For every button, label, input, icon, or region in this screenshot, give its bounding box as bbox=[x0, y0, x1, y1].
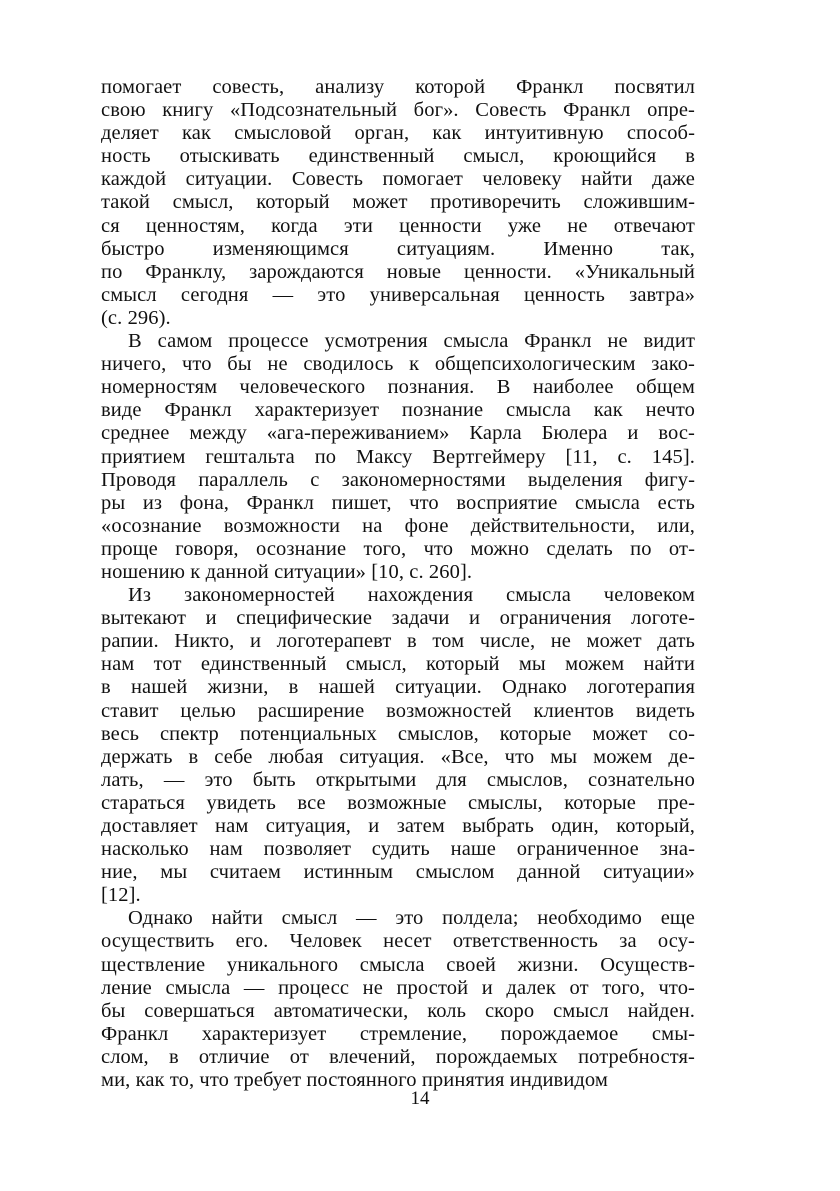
page-number: 14 bbox=[410, 1088, 430, 1109]
paragraph bbox=[101, 584, 695, 907]
text-line: помогает совесть, анализу которой Франкл посвятил bbox=[101, 76, 695, 98]
text-line: Из закономерностей нахождения смысла человеком bbox=[128, 584, 695, 607]
text-line: ставит целью расширение возможностей клиентов видеть bbox=[101, 699, 695, 722]
text-line: приятием гештальта по Максу Вертгеймеру [11, с. 145]. bbox=[101, 445, 695, 468]
text-line: нам тот единственный смысл, который мы можем найти bbox=[101, 653, 695, 676]
text-line: бы совершаться автоматически, коль скоро смысл найден. bbox=[101, 999, 695, 1022]
text-line: ношению к данной ситуации» [10, с. 260]. bbox=[101, 560, 473, 583]
text-line: держать в себе любая ситуация. «Все, что мы можем де- bbox=[101, 745, 695, 768]
text-line: ми, как то, что требует постоянного принятия индивидом bbox=[101, 1069, 608, 1092]
text-line: ление смысла — процесс не простой и далек от того, что- bbox=[101, 976, 695, 999]
text-line: (с. 296). bbox=[101, 306, 171, 329]
text-line: быстро изменяющимся ситуациям. Именно так, bbox=[101, 237, 695, 260]
text-line: рапии. Никто, и логотерапевт в том числе, не может дать bbox=[101, 630, 695, 653]
text-line: ность отыскивать единственный смысл, кроющийся в bbox=[101, 145, 695, 168]
text-line: [12]. bbox=[101, 884, 141, 907]
paragraph bbox=[101, 907, 695, 1092]
text-line: насколько нам позволяет судить наше ограниченное зна- bbox=[101, 838, 695, 861]
text-line: осуществить его. Человек несет ответственность за осу- bbox=[101, 930, 695, 953]
text-line: Франкл характеризует стремление, порождаемое смы- bbox=[101, 1022, 695, 1045]
body-text bbox=[101, 76, 695, 1092]
text-line: слом, в отличие от влечений, порождаемых потребностя- bbox=[101, 1045, 695, 1068]
text-line: ры из фона, Франкл пишет, что восприятие смысла есть bbox=[101, 491, 695, 514]
text-line: весь спектр потенциальных смыслов, которые может со- bbox=[101, 722, 695, 745]
text-line: в нашей жизни, в нашей ситуации. Однако логотерапия bbox=[101, 676, 695, 699]
text-line: каждой ситуации. Совесть помогает человеку найти даже bbox=[101, 168, 695, 191]
text-line: В самом процессе усмотрения смысла Франкл не видит bbox=[128, 330, 695, 353]
text-line: номерностям человеческого познания. В наиболее общем bbox=[101, 376, 695, 399]
paragraph bbox=[101, 330, 695, 584]
text-line: стараться увидеть все возможные смыслы, которые пре- bbox=[101, 791, 695, 814]
text-line: деляет как смысловой орган, как интуитивную способ- bbox=[101, 122, 695, 145]
text-line: свою книгу «Подсознательный бог». Совесть Франкл опре- bbox=[101, 99, 695, 122]
text-line: Проводя параллель с закономерностями выделения фигу- bbox=[101, 468, 695, 491]
text-line: «осознание возможности на фоне действительности, или, bbox=[101, 514, 695, 537]
text-line: ся ценностям, когда эти ценности уже не отвечают bbox=[101, 214, 695, 237]
text-line: такой смысл, который может противоречить сложившим- bbox=[101, 191, 695, 214]
text-line: среднее между «ага-переживанием» Карла Бюлера и вос- bbox=[101, 422, 695, 445]
text-line: смысл сегодня — это универсальная ценность завтра» bbox=[101, 283, 695, 306]
text-line: Однако найти смысл — это полдела; необходимо еще bbox=[128, 907, 695, 930]
text-line: доставляет нам ситуация, и затем выбрать один, который, bbox=[101, 815, 695, 837]
text-line: лать, — это быть открытыми для смыслов, сознательно bbox=[101, 768, 695, 791]
text-line: по Франклу, зарождаются новые ценности. «Уникальный bbox=[101, 260, 695, 283]
text-line: вытекают и специфические задачи и ограничения логоте- bbox=[101, 607, 695, 630]
text-line: ществление уникального смысла своей жизни. Осуществ- bbox=[101, 953, 695, 976]
text-line: ничего, что бы не сводилось к общепсихологическим зако- bbox=[101, 353, 695, 376]
paragraph bbox=[101, 76, 695, 330]
text-line: виде Франкл характеризует познание смысла как нечто bbox=[101, 399, 695, 422]
text-line: ние, мы считаем истинным смыслом данной ситуации» bbox=[101, 861, 695, 884]
text-line: проще говоря, осознание того, что можно сделать по от- bbox=[101, 537, 695, 560]
